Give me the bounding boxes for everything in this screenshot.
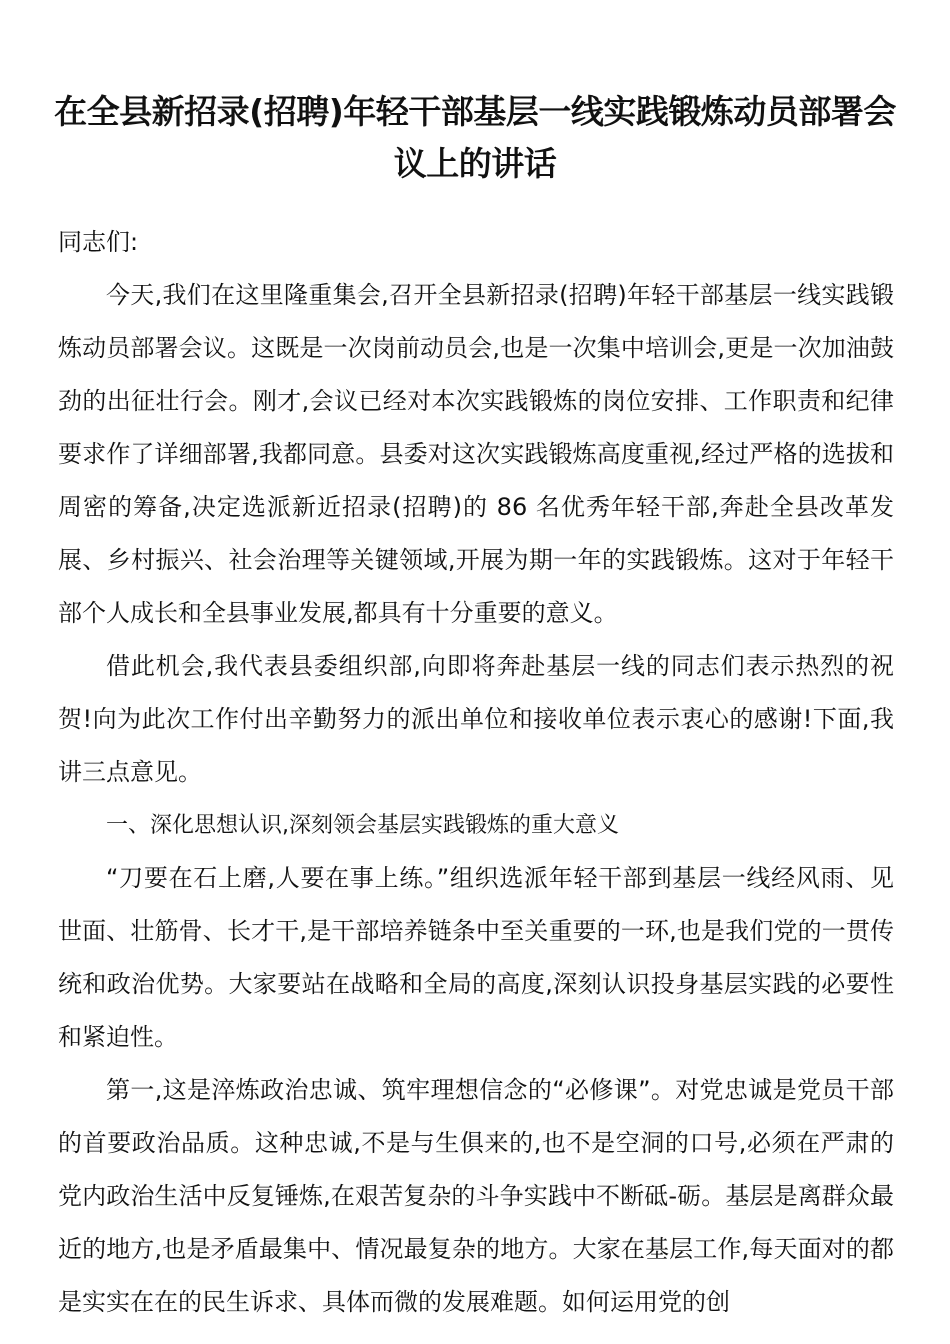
document-title: 在全县新招录(招聘)年轻干部基层一线实践锻炼动员部署会议上的讲话 <box>54 92 896 184</box>
paragraph-section-intro: “刀要在石上磨,人要在事上练。”组织选派年轻干部到基层一线经风雨、见世面、壮筋骨、长才干,是干部培养链条中至关重要的一环,也是我们党的一贯传统和政治优势。大家要站在战略和全局的高度,深刻认识投身基层实践的必要性和紧迫性。 <box>58 864 894 1051</box>
section-heading-1: 一、深化思想认识,深刻领会基层实践锻炼的重大意义 <box>106 813 619 838</box>
salutation: 同志们: <box>58 228 139 256</box>
paragraph-thanks: 借此机会,我代表县委组织部,向即将奔赴基层一线的同志们表示热烈的祝贺!向为此次工作付出辛勤努力的派出单位和接收单位表示衷心的感谢!下面,我讲三点意见。 <box>58 652 894 786</box>
paragraph-point-1: 第一,这是淬炼政治忠诚、筑牢理想信念的“必修课”。对党忠诚是党员干部的首要政治品质。这种忠诚,不是与生俱来的,也不是空洞的口号,必须在严肃的党内政治生活中反复锤炼,在艰苦复杂的斗争实践中不断砥-砺。基层是离群众最近的地方,也是矛盾最集中、情况最复杂的地方。大家在基层工作,每天面对的都是实实在在的民生诉求、具体而微的发展难题。如何运用党的创 <box>58 1076 894 1316</box>
paragraph-opening: 今天,我们在这里隆重集会,召开全县新招录(招聘)年轻干部基层一线实践锻炼动员部署会议。这既是一次岗前动员会,也是一次集中培训会,更是一次加油鼓劲的出征壮行会。刚才,会议已经对本次实践锻炼的岗位安排、工作职责和纪律要求作了详细部署,我都同意。县委对这次实践锻炼高度重视,经过严格的选拔和周密的筹备,决定选派新近招录(招聘)的 86 名优秀年轻干部,奔赴全县改革发展、乡村振兴、社会治理等关键领域,开展为期一年的实践锻炼。这对于年轻干部个人成长和全县事业发展,都具有十分重要的意义。 <box>58 281 894 627</box>
document-body <box>58 216 894 1329</box>
